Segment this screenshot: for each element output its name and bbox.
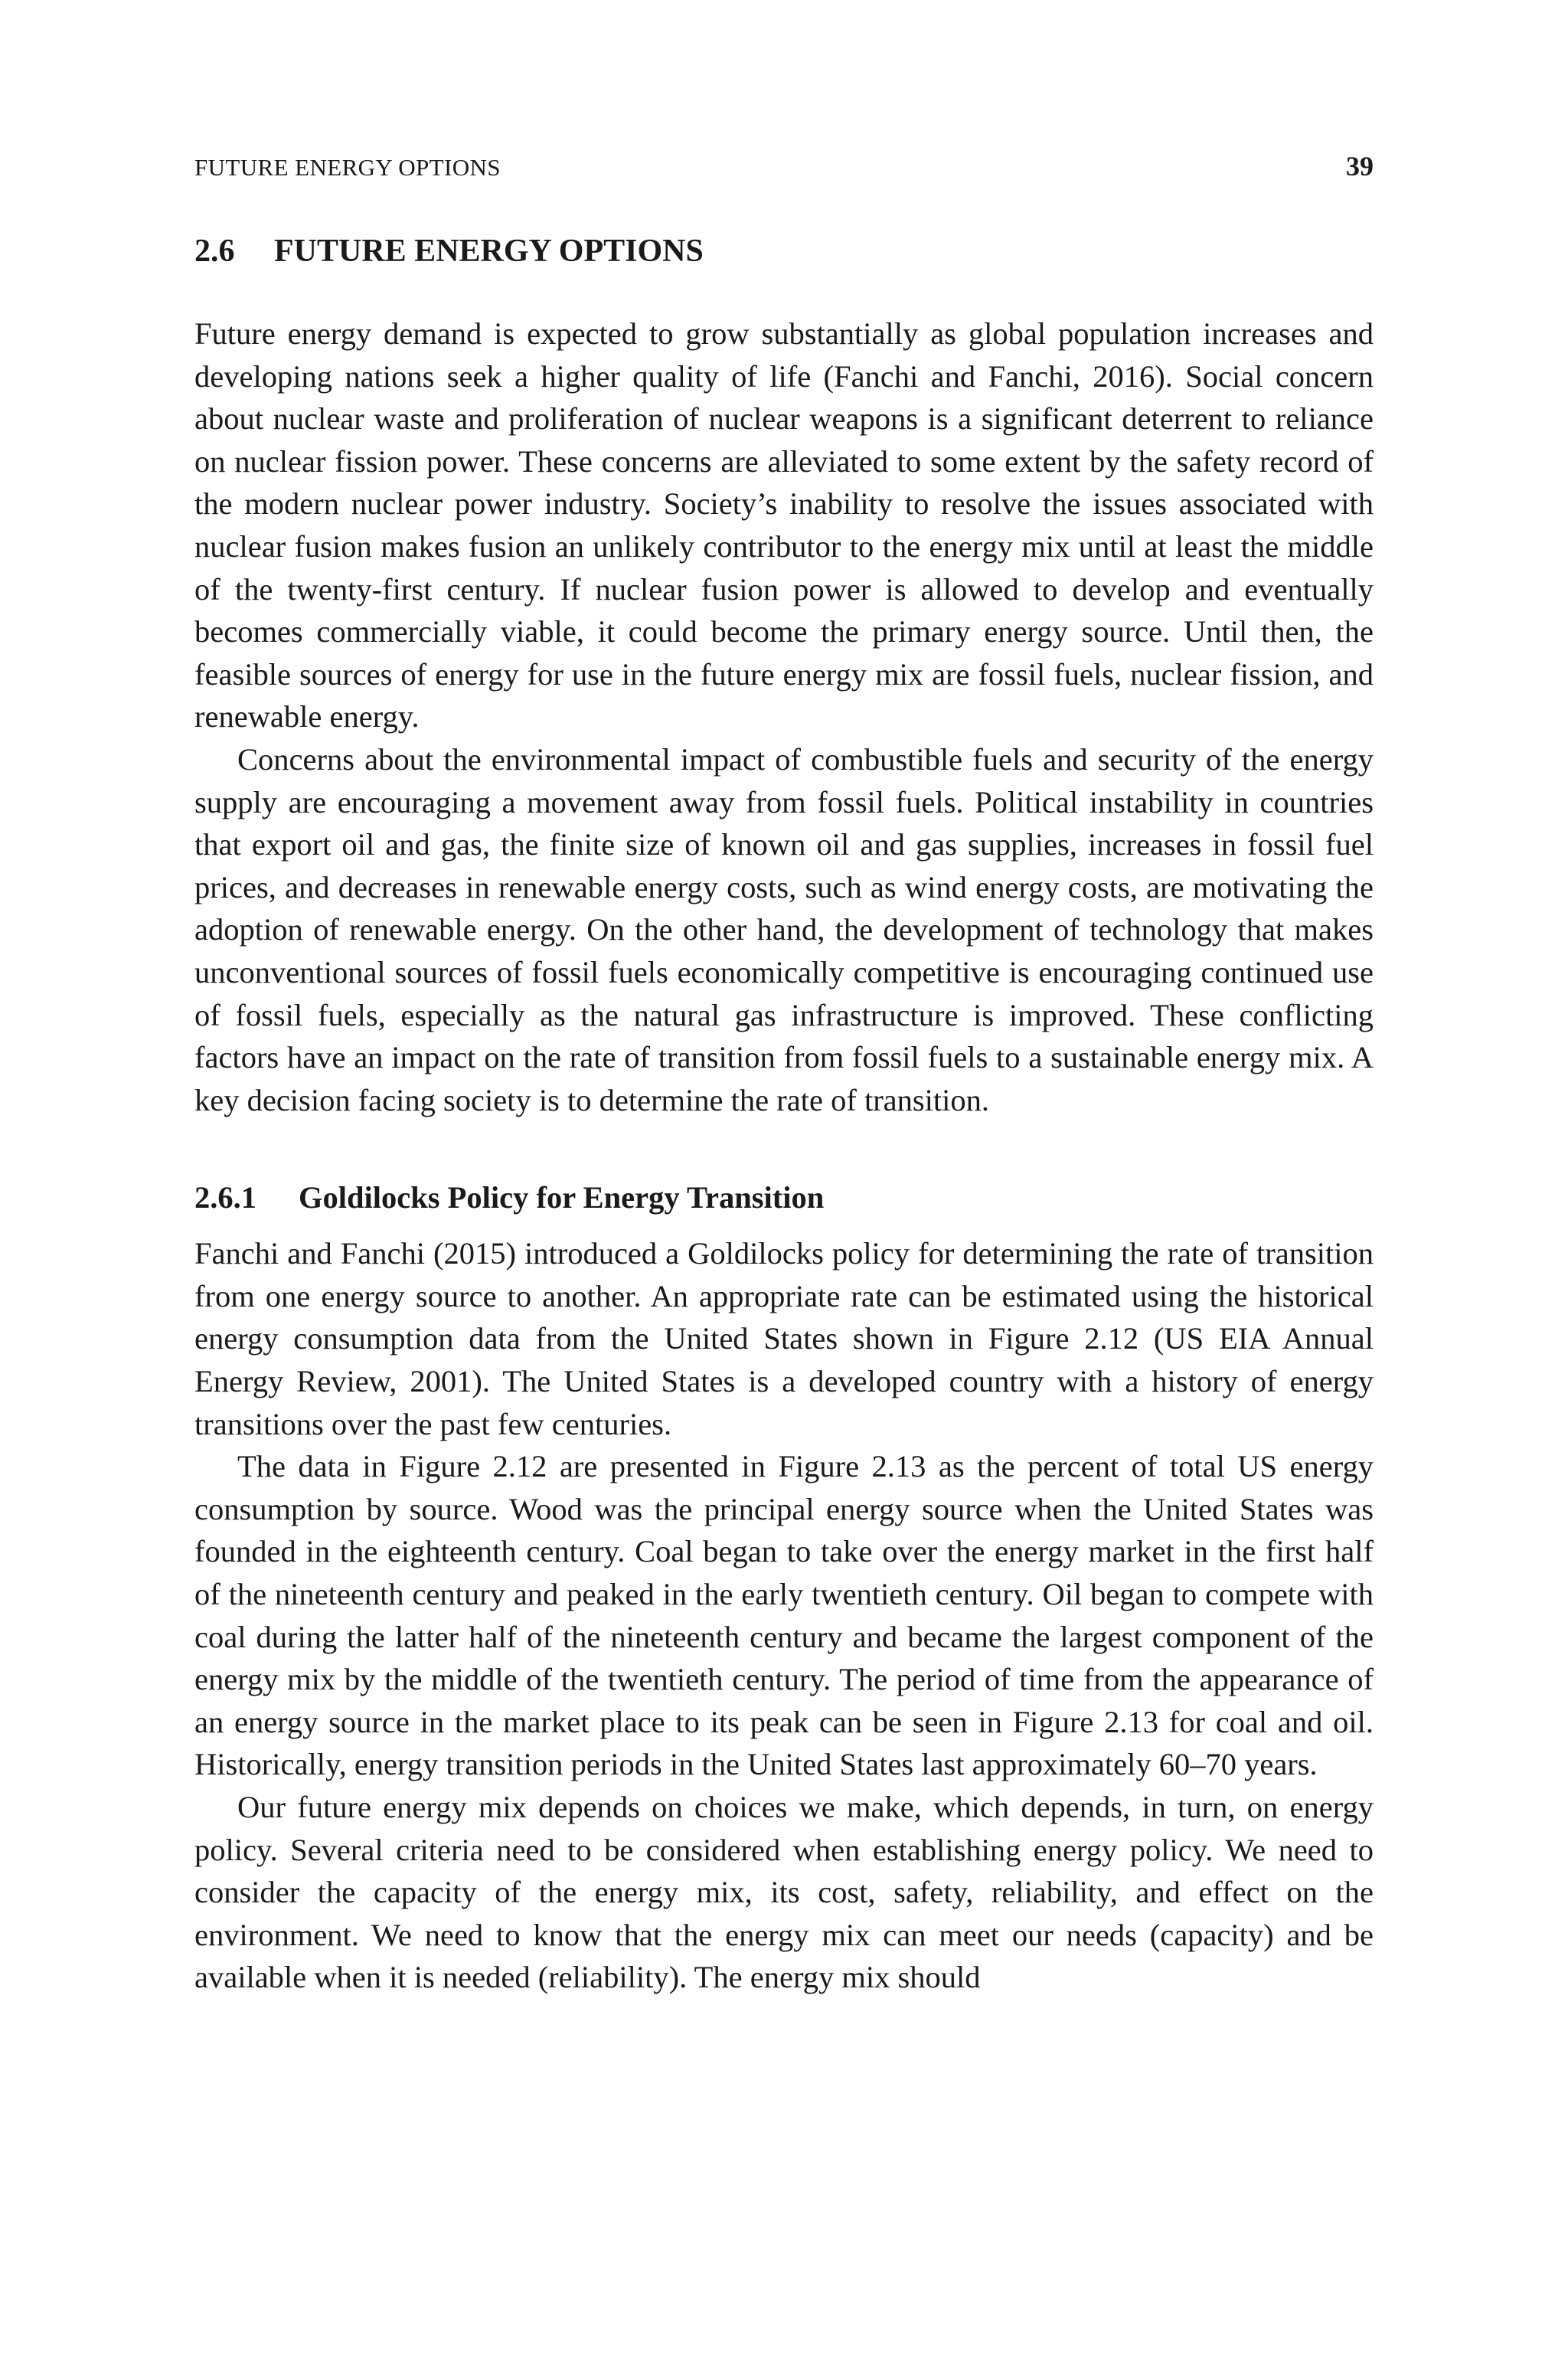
section-number: 2.6 xyxy=(194,234,235,269)
body-paragraph: Concerns about the environmental impact of combustible fuels and security of the energy supply are encouraging a movement away from fossil fuels. Political instability in countries that export oil and gas, the finite size of known oil and gas supplies, increases in fossil fuel prices, and decreases in renewable energy costs, such as wind energy costs, are motivating the adoption of renewable energy. On the other hand, the development of technology that makes unconventional sources of fossil fuels economically competitive is encouraging continued use of fossil fuels, especially as the natural gas infrastructure is improved. These conflicting factors have an impact on the rate of transition from fossil fuels to a sustainable energy mix. A key decision facing society is to determine the rate of transition. xyxy=(194,741,1374,1117)
subsection-body xyxy=(194,1232,1374,1999)
running-header xyxy=(194,150,1374,188)
section-title: FUTURE ENERGY OPTIONS xyxy=(274,234,704,269)
section-body xyxy=(194,312,1374,1121)
subsection-title: Goldilocks Policy for Energy Transition xyxy=(299,1180,825,1215)
section-heading xyxy=(194,231,1374,271)
body-paragraph: The data in Figure 2.12 are presented in Figure 2.13 as the percent of total US energy consumption by source. Wood was the principal energy source when the United States was founded in the eighteenth century. Coal began to take over the energy market in the first half of the nineteenth century and peaked in the early twentieth century. Oil began to compete with coal during the latter half of the nineteenth century and became the largest component of the energy mix by the middle of the twentieth century. The period of time from the appearance of an energy source in the market place to its peak can be seen in Figure 2.13 for coal and oil. Historically, energy transition periods in the United States last approximately 60–70 years. xyxy=(194,1449,1374,1782)
body-paragraph: Fanchi and Fanchi (2015) introduced a Goldilocks policy for determining the rate of transition from one energy source to another. An appropriate rate can be estimated using the historical energy consumption data from the United States shown in Figure 2.12 (US EIA Annual Energy Review, 2001). The United States is a developed country with a history of energy transitions over the past few centuries. xyxy=(194,1236,1374,1441)
subsection-number: 2.6.1 xyxy=(194,1180,256,1215)
running-title: FUTURE ENERGY OPTIONS xyxy=(194,154,501,181)
subsection-heading xyxy=(194,1178,1374,1218)
book-page xyxy=(194,150,1374,1999)
body-paragraph: Future energy demand is expected to grow substantially as global population increases and developing nations seek a higher quality of life (Fanchi and Fanchi, 2016). Social concern about nuclear waste and proliferation of nuclear weapons is a significant deterrent to reliance on nuclear fission power. These concerns are alleviated to some extent by the safety record of the modern nuclear power industry. Society’s inability to resolve the issues associated with nuclear fusion makes fusion an unlikely contributor to the energy mix until at least the middle of the twenty-first century. If nuclear fusion power is allowed to develop and eventually becomes commercially viable, it could become the primary energy source. Until then, the feasible sources of energy for use in the future energy mix are fossil fuels, nuclear fission, and renewable energy. xyxy=(194,316,1374,734)
body-paragraph: Our future energy mix depends on choices we make, which depends, in turn, on energy policy. Several criteria need to be considered when establishing energy policy. We need to consider the capacity of the energy mix, its cost, safety, reliability, and effect on the environment. We need to know that the energy mix can meet our needs (capacity) and be available when it is needed (reliability). The energy mix should xyxy=(194,1790,1374,1995)
page-number: 39 xyxy=(1346,151,1374,182)
